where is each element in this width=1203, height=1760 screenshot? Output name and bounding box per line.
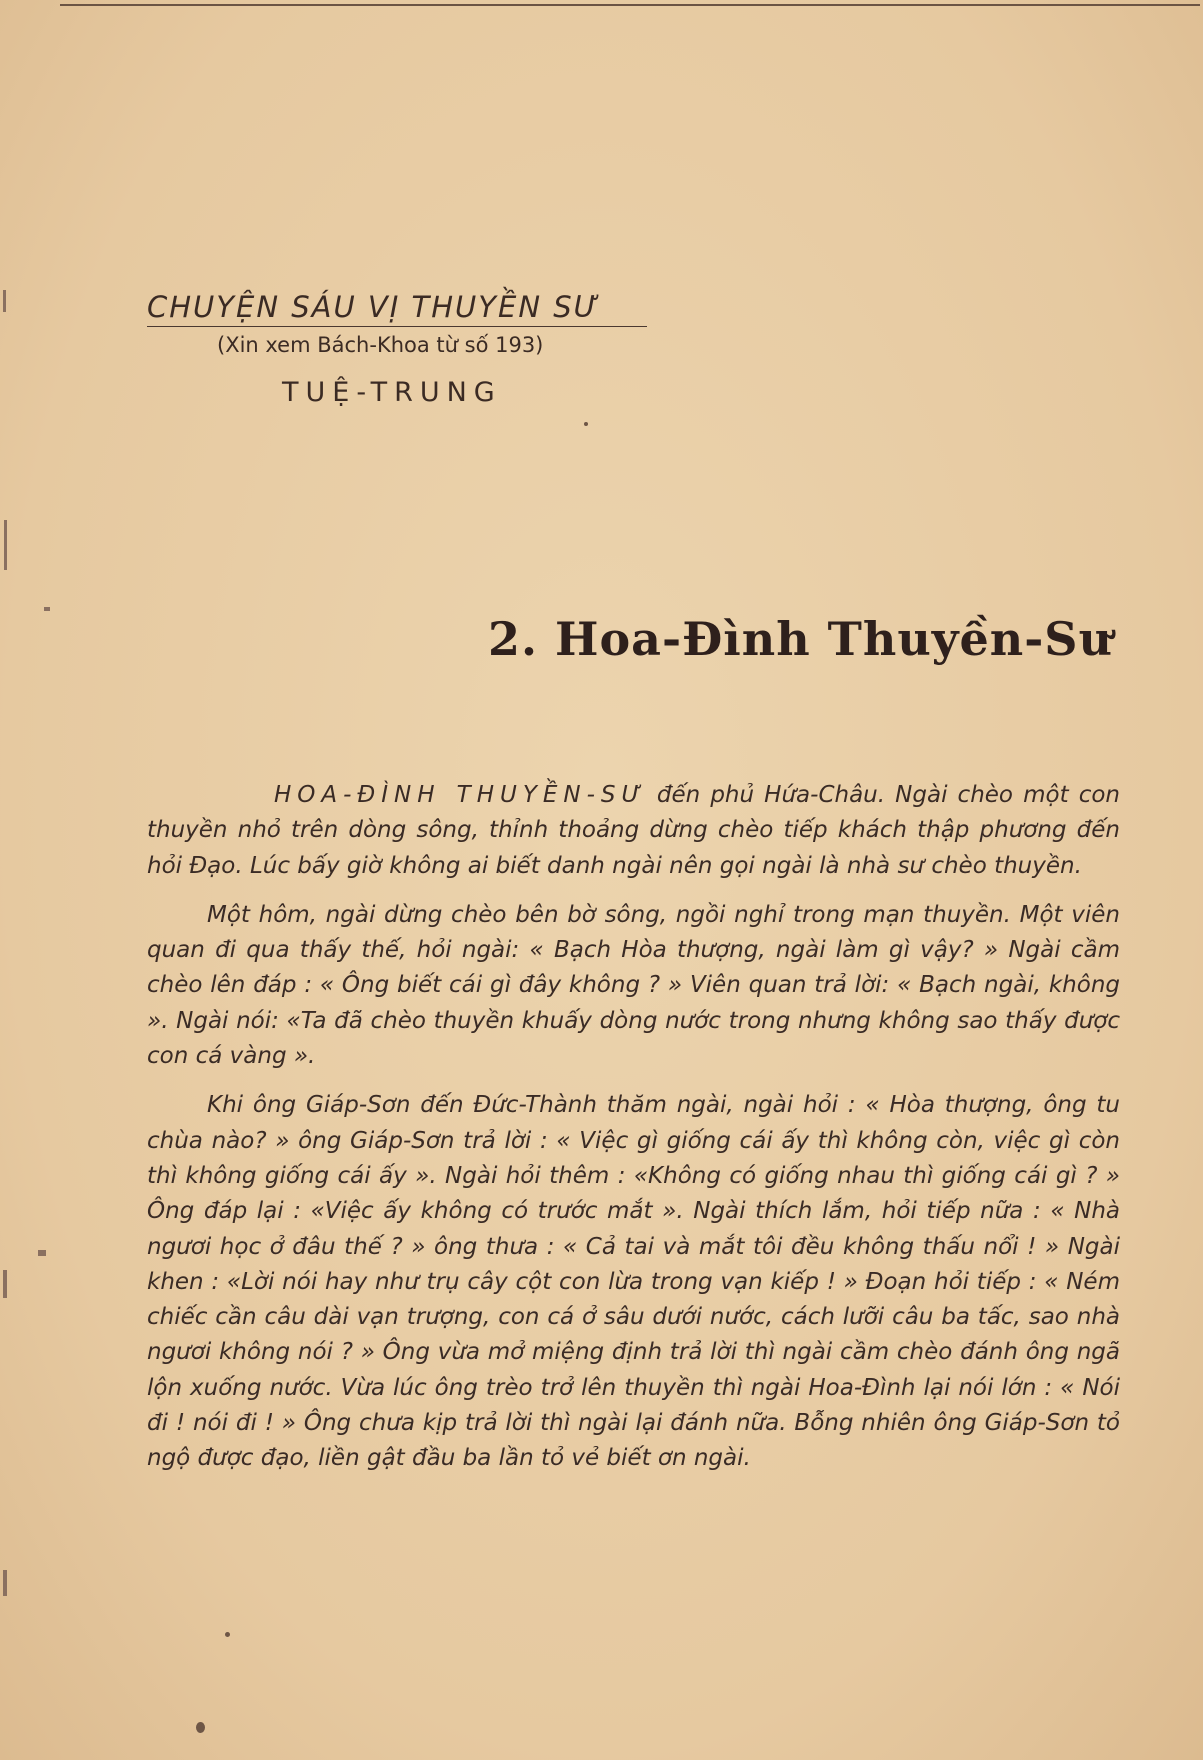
series-title: CHUYỆN SÁU VỊ THUYỀN SƯ — [147, 290, 647, 327]
ink-spot — [225, 1632, 230, 1637]
chapter-title: 2. Hoa-Đình Thuyền-Sư — [488, 612, 1113, 666]
author-name: TUỆ-TRUNG — [282, 377, 502, 408]
paragraph-2: Một hôm, ngài dừng chèo bên bờ sông, ngồi nghỉ trong mạn thuyền. Một viên quan đi qua thấy thế, hỏi ngài: « Bạch Hòa thượng, ngài làm gì vậy? » Ngài cầm chèo lên đáp : « Ông biết cái gì đây không ? » Viên quan trả lời: « Bạch ngài, không ». Ngài nói: «Ta đã chèo thuyền khuấy dòng nước trong nhưng không sao thấy được con cá vàng ». — [147, 901, 1120, 1070]
edge-mark — [3, 1270, 7, 1298]
ink-spot — [584, 422, 588, 426]
edge-mark — [38, 1250, 46, 1256]
edge-mark — [3, 1570, 7, 1596]
paragraph-1-text: đến phủ Hứa-Châu. Ngài chèo một con thuyền nhỏ trên dòng sông, thỉnh thoảng dừng chèo tiếp khách thập phương đến hỏi Đạo. Lúc bấy giờ không ai biết danh ngài nên gọi ngài là nhà sư chèo thuyền. — [147, 782, 1120, 879]
ink-spot — [196, 1722, 205, 1733]
edge-mark — [44, 607, 50, 611]
edge-mark — [3, 290, 6, 312]
top-edge-line — [60, 4, 1200, 6]
paragraph-3: Khi ông Giáp-Sơn đến Đức-Thành thăm ngài, ngài hỏi : « Hòa thượng, ông tu chùa nào? » ông Giáp-Sơn trả lời : « Việc gì giống cái ấy thì không còn, việc gì còn thì không giống cái ấy ». Ngài hỏi thêm : «Không có giống nhau thì giống cái gì ? » Ông đáp lại : «Việc ấy không có trước mắt ». Ngài thích lắm, hỏi tiếp nữa : « Nhà ngươi học ở đâu thế ? » ông thưa : « Cả tai và mắt tôi đều không thấu nổi ! » Ngài khen : «Lời nói hay như trụ cây cột con lừa trong vạn kiếp ! » Đoạn hỏi tiếp : « Ném chiếc cần câu dài vạn trượng, con cá ở sâu dưới nước, cách lưỡi câu ba tấc, sao nhà ngươi không nói ? » Ông vừa mở miệng định trả lời thì ngài cầm chèo đánh ông ngã lộn xuống nước. Vừa lúc ông trèo trở lên thuyền thì ngài Hoa-Đình lại nói lớn : « Nói đi ! nói đi ! » Ông chưa kịp trả lời thì ngài lại đánh nữa. Bỗng nhiên ông Giáp-Sơn tỏ ngộ được đạo, liền gật đầu ba lần tỏ vẻ biết ơn ngài. — [147, 1092, 1120, 1472]
paragraph-1-lead: HOA-ĐÌNH THUYỀN-SƯ — [274, 782, 647, 808]
series-note: (Xin xem Bách-Khoa từ số 193) — [217, 333, 544, 357]
article-header — [147, 290, 667, 408]
article-body — [147, 778, 1120, 1477]
edge-mark — [4, 520, 7, 570]
paragraph-1 — [147, 778, 1120, 884]
